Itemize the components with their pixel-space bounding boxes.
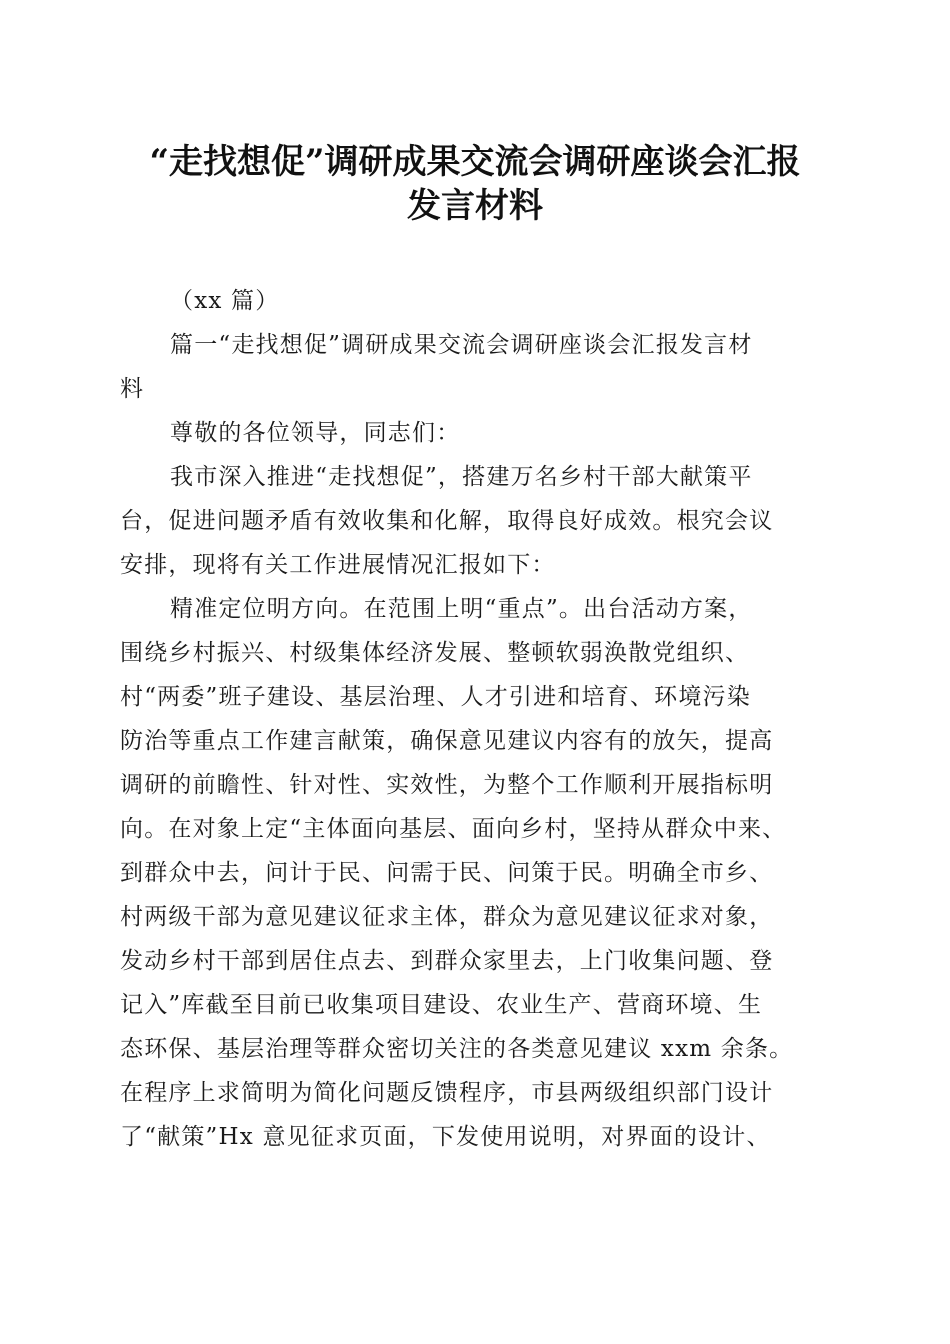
text-line: 尊敬的各位领导，同志们： (170, 420, 461, 446)
text-line: 料 (120, 376, 145, 402)
text-line: 我市深入推进“走找想促”，搭建万名乡村干部大献策平 (170, 464, 753, 490)
text-line: 围绕乡村振兴、村级集体经济发展、整顿软弱涣散党组织、 (120, 640, 750, 666)
document-title-line-2: 发言材料 (407, 186, 543, 226)
text-line: 村“两委”班子建设、基层治理、人才引进和培育、环境污染 (120, 684, 751, 710)
text-line: 发动乡村干部到居住点去、到群众家里去，上门收集问题、登 (120, 948, 774, 974)
text-line: 防治等重点工作建言献策，确保意见建议内容有的放矢，提高 (120, 728, 774, 754)
text-line: 篇一“走找想促”调研成果交流会调研座谈会汇报发言材 (170, 332, 753, 358)
text-line: 了“献策”Hx 意见征求页面，下发使用说明，对界面的设计、 (120, 1124, 771, 1150)
text-line: 安排，现将有关工作进展情况汇报如下： (120, 552, 556, 578)
document-title-line-1: “走找想促”调研成果交流会调研座谈会汇报 (149, 142, 801, 182)
text-line: 向。在对象上定“主体面向基层、面向乡村，坚持从群众中来、 (120, 816, 787, 842)
text-line: 记入”库截至目前已收集项目建设、农业生产、营商环境、生 (120, 992, 763, 1018)
text-line: 精准定位明方向。在范围上明“重点”。出台活动方案， (170, 596, 753, 622)
text-line: 到群众中去，问计于民、问需于民、问策于民。明确全市乡、 (120, 860, 774, 886)
text-line: 台，促进问题矛盾有效收集和化解，取得良好成效。根究会议 (120, 508, 774, 534)
text-line: 在程序上求简明为简化问题反馈程序，市县两级组织部门设计 (120, 1080, 774, 1106)
text-line: （xx 篇） (170, 288, 280, 314)
text-line: 村两级干部为意见建议征求主体，群众为意见建议征求对象， (120, 904, 774, 930)
text-line: 态环保、基层治理等群众密切关注的各类意见建议 xxm 余条。 (120, 1036, 794, 1062)
text-line: 调研的前瞻性、针对性、实效性，为整个工作顺利开展指标明 (120, 772, 774, 798)
